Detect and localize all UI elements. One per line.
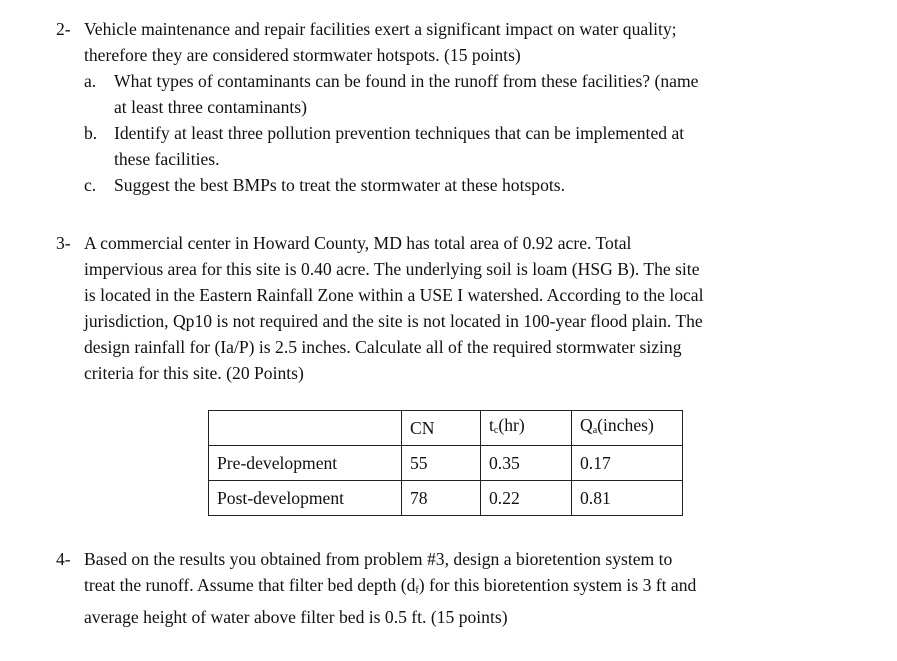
filter-depth-subscript: f xyxy=(415,585,419,596)
sub-question-b xyxy=(84,120,846,172)
table-row xyxy=(209,446,683,481)
text-line: therefore they are considered stormwater hotspots. (15 points) xyxy=(84,45,521,65)
question-number: 3- xyxy=(56,233,71,253)
sub-question-letter: b. xyxy=(84,123,98,143)
header-qa xyxy=(572,411,683,446)
text-line: is located in the Eastern Rainfall Zone within a USE I watershed. According to the local xyxy=(84,285,704,305)
question-text xyxy=(84,16,846,68)
text-line: Vehicle maintenance and repair facilities exert a significant impact on water quality; xyxy=(84,19,677,39)
runoff-table xyxy=(208,410,683,516)
qa-symbol: Q xyxy=(580,415,593,435)
sub-question-letter: c. xyxy=(84,175,97,195)
header-tc xyxy=(481,411,572,446)
table-header-row xyxy=(209,411,683,446)
question-number: 2- xyxy=(56,19,71,39)
tc-value: 0.35 xyxy=(481,446,572,481)
question-number: 4- xyxy=(56,549,71,569)
table-row xyxy=(209,481,683,516)
text-line: impervious area for this site is 0.40 acre. The underlying soil is loam (HSG B). The site xyxy=(84,259,700,279)
text-line: Based on the results you obtained from problem #3, design a bioretention system to xyxy=(84,549,673,569)
question-text xyxy=(84,546,846,630)
qa-unit: (inches) xyxy=(597,415,654,435)
text-line: criteria for this site. (20 Points) xyxy=(84,363,304,383)
row-label: Pre-development xyxy=(209,446,402,481)
cn-value: 78 xyxy=(402,481,481,516)
text-line: these facilities. xyxy=(114,149,220,169)
tc-subscript: c xyxy=(493,425,499,436)
header-blank-cell xyxy=(209,411,402,446)
text-line: A commercial center in Howard County, MD has total area of 0.92 acre. Total xyxy=(84,233,632,253)
qa-value: 0.81 xyxy=(572,481,683,516)
sub-question-letter: a. xyxy=(84,71,97,91)
text-line: Suggest the best BMPs to treat the stormwater at these hotspots. xyxy=(114,175,566,195)
question-text xyxy=(84,230,846,386)
text-line: Identify at least three pollution prevention techniques that can be implemented at xyxy=(114,123,685,143)
text-segment: ) for this bioretention system is 3 ft and xyxy=(418,575,697,595)
text-line: design rainfall for (Ia/P) is 2.5 inches. Calculate all of the required stormwater sizing xyxy=(84,337,682,357)
tc-symbol: t xyxy=(489,415,494,435)
header-cn: CN xyxy=(402,411,481,446)
text-line: average height of water above filter bed is 0.5 ft. (15 points) xyxy=(84,607,508,627)
tc-value: 0.22 xyxy=(481,481,572,516)
qa-value: 0.17 xyxy=(572,446,683,481)
sub-question-c xyxy=(84,172,846,198)
text-line: What types of contaminants can be found in the runoff from these facilities? (name xyxy=(114,71,699,91)
text-segment: treat the runoff. Assume that filter bed depth (d xyxy=(84,575,416,595)
tc-unit: (hr) xyxy=(498,415,525,435)
text-line: at least three contaminants) xyxy=(114,97,307,117)
row-label: Post-development xyxy=(209,481,402,516)
question-4 xyxy=(56,546,846,630)
text-line: jurisdiction, Qp10 is not required and the site is not located in 100-year flood plain. The xyxy=(84,311,703,331)
sub-question-a xyxy=(84,68,846,120)
cn-value: 55 xyxy=(402,446,481,481)
text-line xyxy=(84,572,846,604)
question-3 xyxy=(56,230,846,386)
question-2 xyxy=(56,16,846,198)
qa-subscript: a xyxy=(592,425,598,436)
